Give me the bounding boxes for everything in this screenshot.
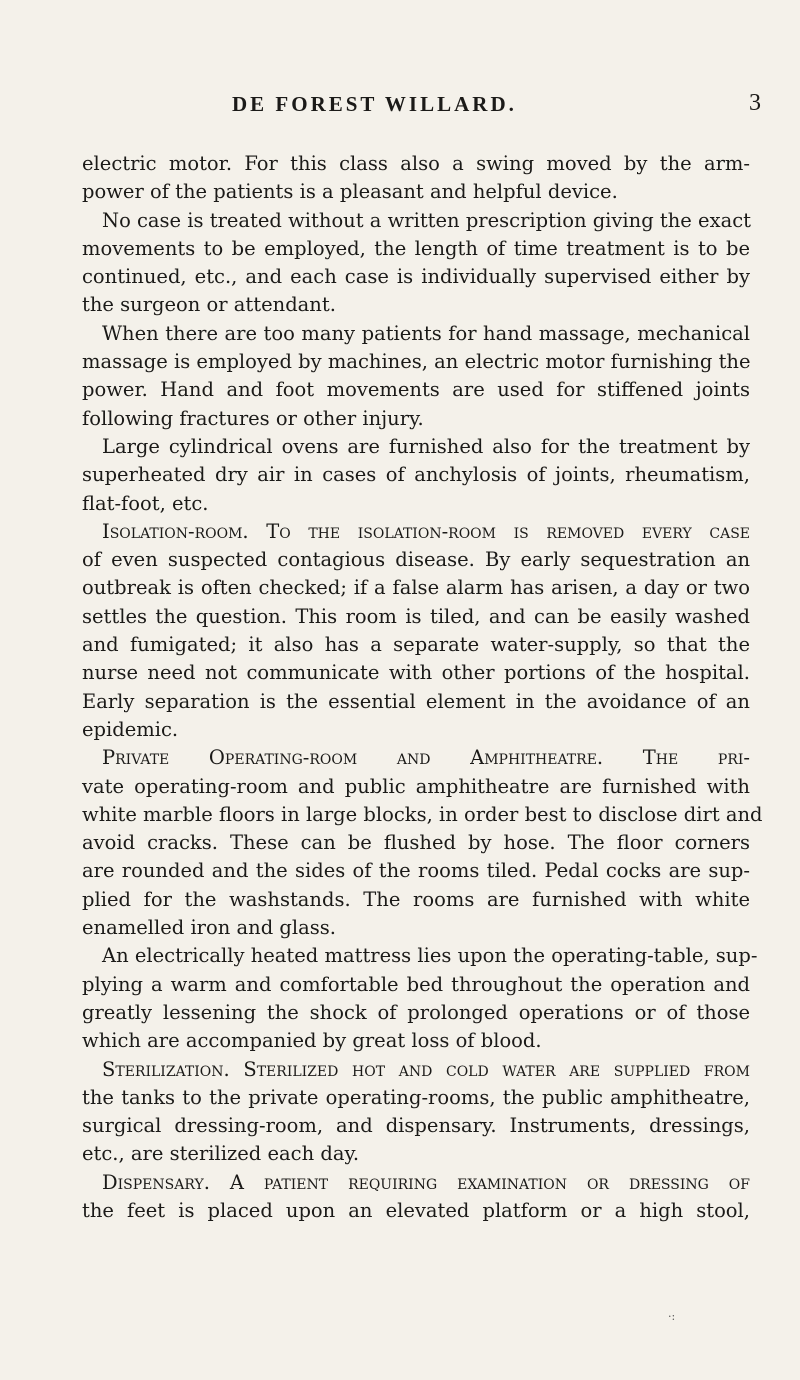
text-line: Large cylindrical ovens are furnished also for the treatment by (102, 434, 750, 458)
page-number: 3 (749, 90, 761, 116)
section-private-operating-room: Private Operating-room and Amphitheatre. The pri- (102, 746, 750, 770)
text-line: An electrically heated mattress lies upon the operating-table, sup- (102, 944, 758, 968)
running-title: DE FOREST WILLARD. (232, 92, 517, 116)
text-line: epidemic. (82, 717, 179, 741)
text-line: No case is treated without a written prescription giving the exact (102, 208, 751, 232)
text-line: are rounded and the sides of the rooms tiled. Pedal cocks are sup- (82, 859, 750, 883)
text-line: Early separation is the essential element in the avoidance of an (82, 689, 750, 713)
text-line: outbreak is often checked; if a false alarm has arisen, a day or two (82, 576, 750, 600)
section-sterilization: Sterilization. Sterilized hot and cold water are supplied from (102, 1057, 750, 1081)
body-text (82, 150, 763, 1225)
text-line: which are accompanied by great loss of blood. (82, 1029, 542, 1053)
text-line: plying a warm and comfortable bed throughout the operation and (82, 972, 750, 996)
text-line: flat-foot, etc. (82, 491, 209, 515)
text-line: avoid cracks. These can be flushed by hose. The floor corners (82, 831, 750, 855)
text-line: surgical dressing-room, and dispensary. Instruments, dressings, (82, 1114, 750, 1138)
text-line: plied for the washstands. The rooms are furnished with white (82, 887, 750, 911)
text-line: settles the question. This room is tiled, and can be easily washed (82, 604, 750, 628)
running-head (0, 92, 800, 122)
section-isolation-room: Isolation-room. To the isolation-room is removed every case (102, 519, 750, 543)
text-line: white marble floors in large blocks, in order best to disclose dirt and (82, 802, 763, 826)
text-line: nurse need not communicate with other portions of the hospital. (82, 661, 750, 685)
text-line: the tanks to the private operating-rooms, the public amphitheatre, (82, 1085, 750, 1109)
text-line: movements to be employed, the length of time treatment is to be (82, 236, 750, 260)
section-dispensary: Dispensary. A patient requiring examination or dressing of (102, 1170, 750, 1194)
text-line: of even suspected contagious disease. By early sequestration an (82, 548, 750, 572)
text-line: When there are too many patients for hand massage, mechanical (102, 321, 750, 345)
text-line: following fractures or other injury. (82, 406, 424, 430)
text-line: power. Hand and foot movements are used for stiffened joints (82, 378, 750, 402)
text-line: greatly lessening the shock of prolonged operations or of those (82, 1000, 750, 1024)
text-line: the surgeon or attendant. (82, 293, 336, 317)
text-line: etc., are sterilized each day. (82, 1142, 360, 1166)
text-line: power of the patients is a pleasant and helpful device. (82, 180, 618, 204)
text-line: and fumigated; it also has a separate water-supply, so that the (82, 633, 750, 657)
footer-mark: ·: (668, 1310, 676, 1323)
text-line: superheated dry air in cases of anchylosis of joints, rheumatism, (82, 463, 750, 487)
text-line: the feet is placed upon an elevated platform or a high stool, (82, 1198, 750, 1222)
text-line: massage is employed by machines, an electric motor furnishing the (82, 350, 751, 374)
text-line: enamelled iron and glass. (82, 916, 336, 940)
text-line: electric motor. For this class also a swing moved by the arm- (82, 152, 750, 175)
text-line: continued, etc., and each case is individually supervised either by (82, 265, 750, 289)
text-line: vate operating-room and public amphitheatre are furnished with (82, 774, 750, 798)
